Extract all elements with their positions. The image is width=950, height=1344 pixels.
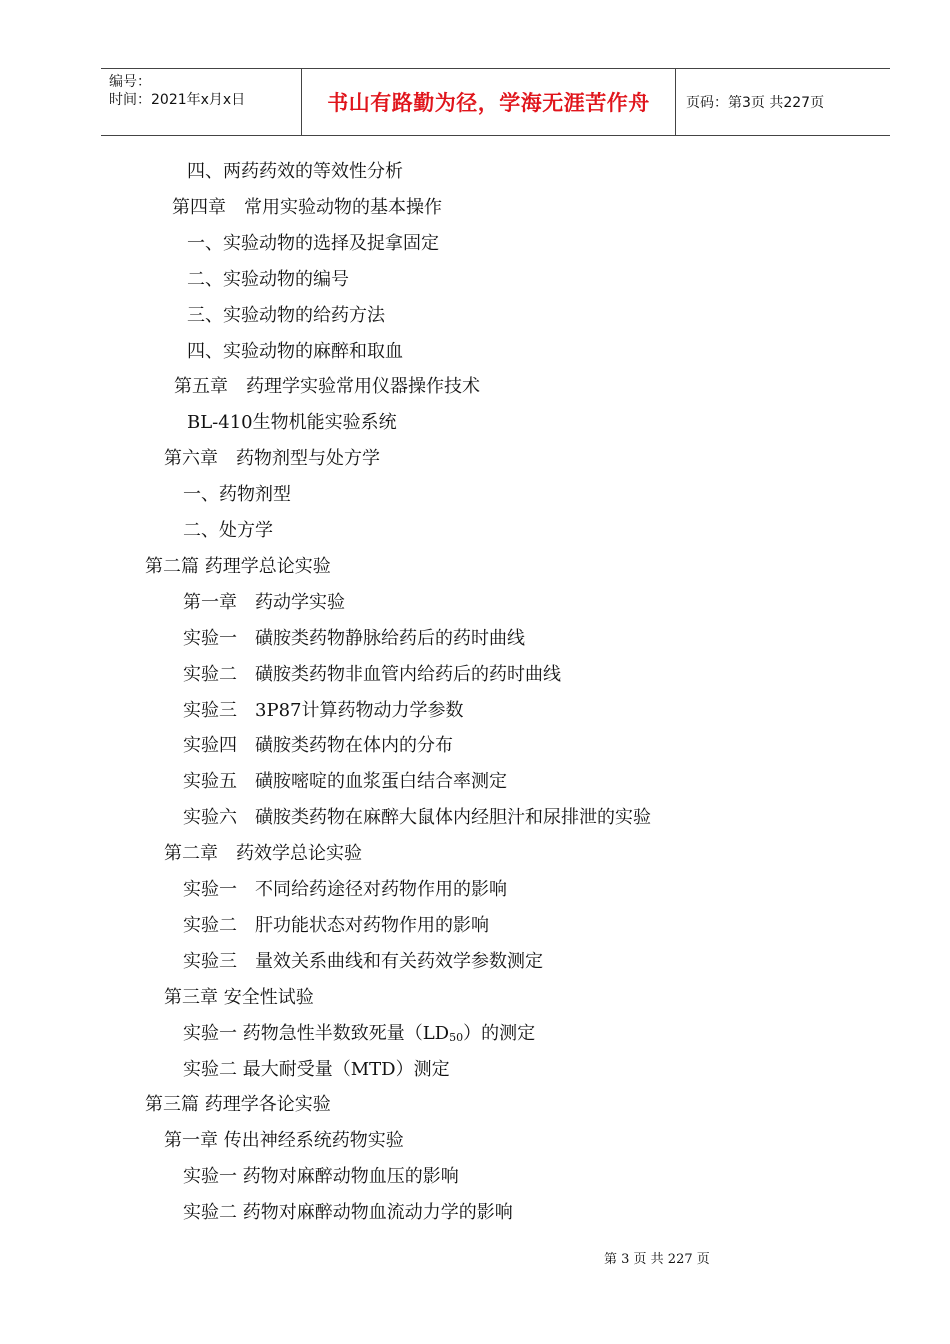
toc-entry: 实验二 磺胺类药物非血管内给药后的药时曲线: [183, 664, 561, 685]
header-page-info: 页码：第3页 共227页: [686, 95, 825, 111]
toc-entry: 四、两药药效的等效性分析: [187, 161, 403, 182]
toc-entry: 四、实验动物的麻醉和取血: [187, 341, 403, 362]
subscript: 50: [449, 1031, 464, 1044]
toc-entry: 第二篇 药理学总论实验: [145, 556, 331, 577]
toc-entry: 实验六 磺胺类药物在麻醉大鼠体内经胆汁和尿排泄的实验: [183, 807, 651, 828]
toc-entry: 实验五 磺胺嘧啶的血浆蛋白结合率测定: [183, 771, 507, 792]
toc-entry: [183, 1022, 535, 1046]
toc-entry: 第一章 传出神经系统药物实验: [164, 1130, 404, 1151]
toc-entry: 第三篇 药理学各论实验: [145, 1094, 331, 1115]
toc-entry: 实验二 药物对麻醉动物血流动力学的影响: [183, 1202, 513, 1223]
toc-entry: 实验一 不同给药途径对药物作用的影响: [183, 879, 507, 900]
toc-entry-text: 实验一 药物急性半数致死量（LD: [183, 1023, 450, 1044]
toc-entry: 第三章 安全性试验: [164, 987, 314, 1008]
toc-entry: 二、实验动物的编号: [187, 269, 349, 290]
time-label: 时间：2021年x月x日: [109, 92, 246, 108]
toc-entry: 实验三 量效关系曲线和有关药效学参数测定: [183, 951, 543, 972]
toc-entry: 第六章 药物剂型与处方学: [164, 448, 380, 469]
header-meta: [101, 69, 302, 135]
toc-entry: 三、实验动物的给药方法: [187, 305, 385, 326]
toc-entry: 第四章 常用实验动物的基本操作: [172, 197, 442, 218]
page-footer: 第 3 页 共 227 页: [604, 1252, 710, 1267]
toc-entry: 实验四 磺胺类药物在体内的分布: [183, 735, 453, 756]
toc-entry: BL-410生物机能实验系统: [187, 412, 397, 433]
toc-entry: 一、药物剂型: [183, 484, 291, 505]
serial-number-label: 编号：: [109, 74, 151, 90]
toc-entry: 实验三 3P87计算药物动力学参数: [183, 700, 464, 721]
toc-entry-text: ）的测定: [463, 1023, 536, 1044]
toc-entry: 一、实验动物的选择及捉拿固定: [187, 233, 439, 254]
toc-entry: 第一章 药动学实验: [183, 592, 345, 613]
toc-entry: 实验一 药物对麻醉动物血压的影响: [183, 1166, 459, 1187]
toc-entry: 实验一 磺胺类药物静脉给药后的药时曲线: [183, 628, 525, 649]
header-motto: 书山有路勤为径，学海无涯苦作舟: [302, 69, 676, 135]
toc-entry: 实验二 最大耐受量（MTD）测定: [183, 1059, 450, 1080]
toc-entry: 第二章 药效学总论实验: [164, 843, 362, 864]
toc-entry: 第五章 药理学实验常用仪器操作技术: [174, 376, 480, 397]
toc-entry: 二、处方学: [183, 520, 273, 541]
page-header: [101, 68, 890, 136]
toc-entry: 实验二 肝功能状态对药物作用的影响: [183, 915, 489, 936]
